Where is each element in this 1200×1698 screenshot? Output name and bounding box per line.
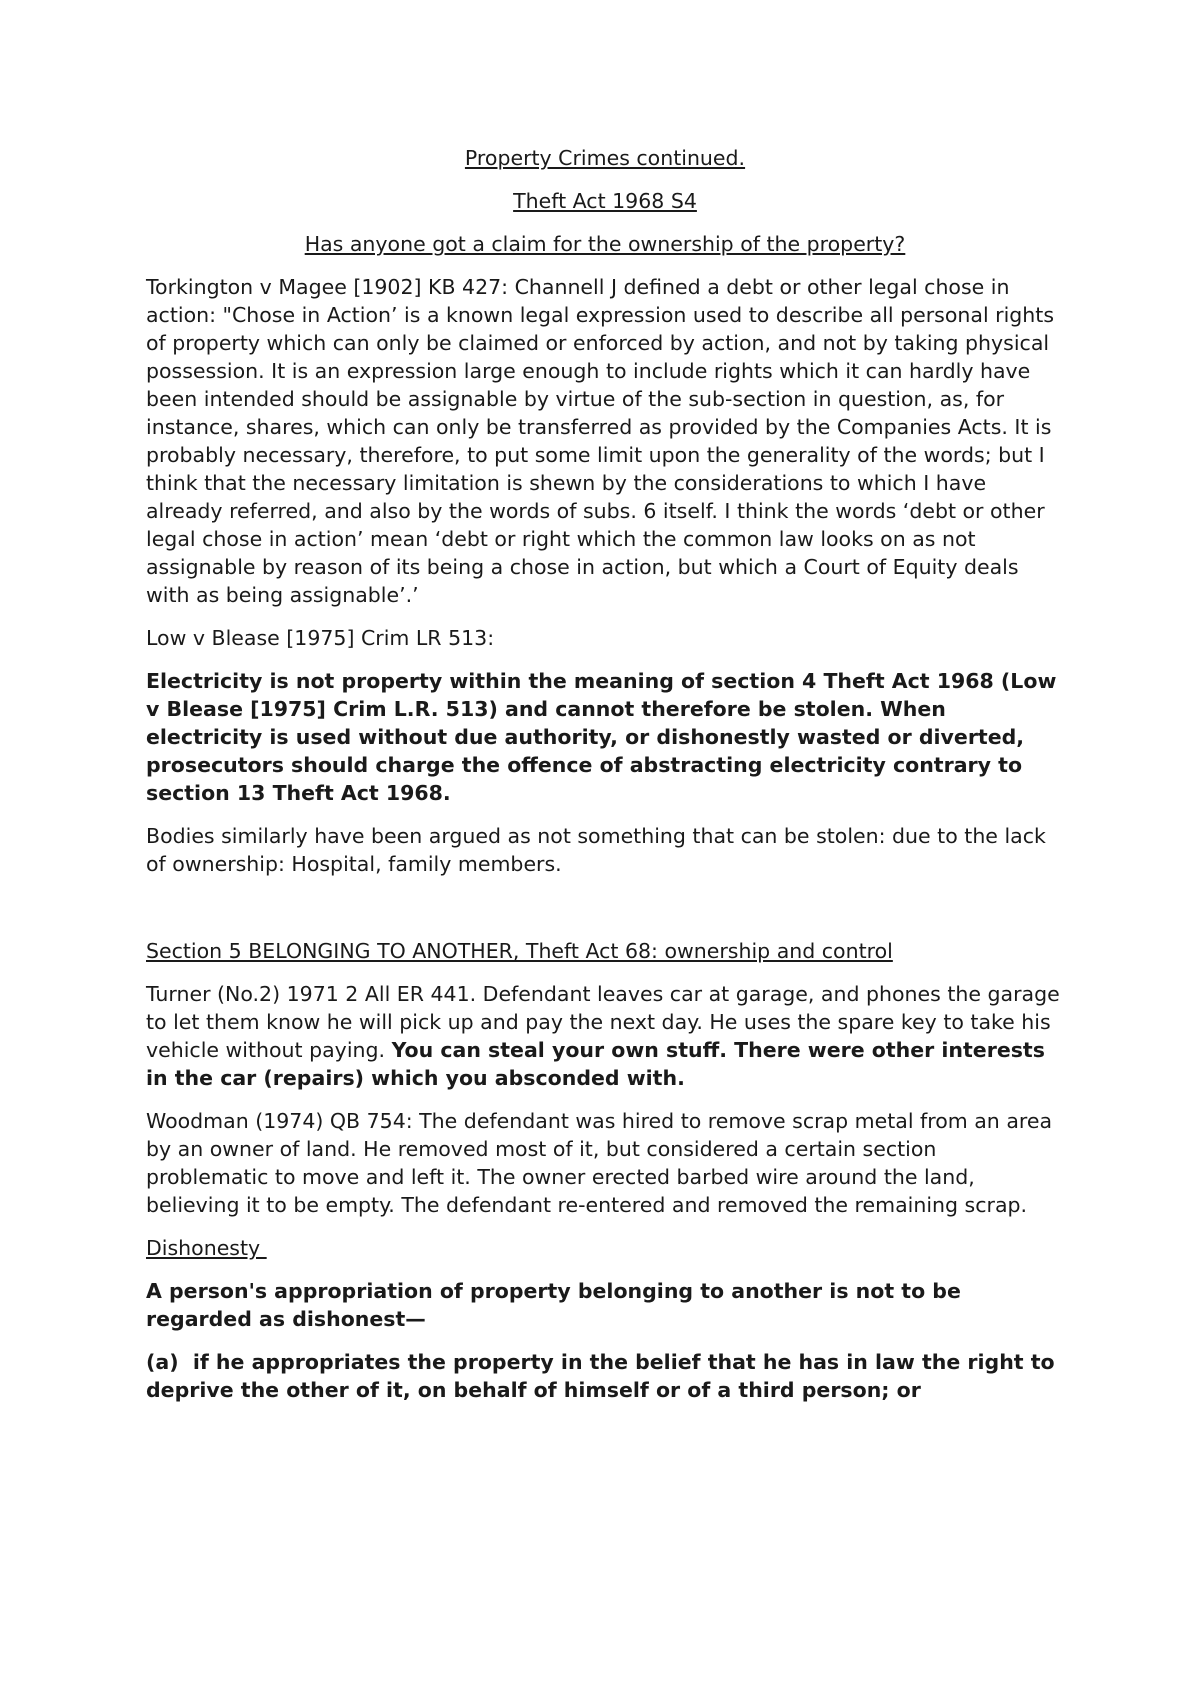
turner-paragraph: [146, 980, 1064, 1092]
torkington-paragraph: Torkington v Magee [1902] KB 427: Channell J defined a debt or other legal chose in action: "Chose in Action’ is a known legal expression used to describe all personal rights of property which can only be claimed or enforced by action, and not by taking physical possession. It is an expression large enough to include rights which it can hardly have been intended should be assignable by virtue of the sub-section in question, as, for instance, shares, which can only be transferred as provided by the Companies Acts. It is probably necessary, therefore, to put some limit upon the generality of the words; but I think that the necessary limitation is shewn by the considerations to which I have already referred, and also by the words of subs. 6 itself. I think the words ‘debt or other legal chose in action’ mean ‘debt or right which the common law looks on as not assignable by reason of its being a chose in action, but which a Court of Equity deals with as being assignable’.’: [146, 275, 1055, 607]
ownership-question: Has anyone got a claim for the ownership of the property?: [304, 232, 906, 256]
section-5-heading: Section 5 BELONGING TO ANOTHER, Theft Act 68: ownership and control: [146, 939, 893, 963]
low-v-blease-holding: Electricity is not property within the meaning of section 4 Theft Act 1968 (Low v Blease [1975] Crim L.R. 513) and cannot therefore be stolen. When electricity is used without due authority, or dishonestly wasted or diverted, prosecutors should charge the offence of abstracting electricity contrary to section 13 Theft Act 1968.: [146, 669, 1057, 805]
dishonesty-heading: Dishonesty: [146, 1236, 267, 1260]
dishonesty-clause-a: (a) if he appropriates the property in the belief that he has in law the right to deprive the other of it, on behalf of himself or of a third person; or: [146, 1350, 1062, 1402]
turner-facts: Turner (No.2) 1971 2 All ER 441. Defendant leaves car at garage, and phones the garage to let them know he will pick up and pay the next day. He uses the spare key to take his vehicle without paying.: [146, 982, 1060, 1062]
bodies-paragraph: Bodies similarly have been argued as not something that can be stolen: due to the lack of ownership: Hospital, family members.: [146, 824, 1046, 876]
document-page: [146, 144, 1064, 1419]
woodman-paragraph: Woodman (1974) QB 754: The defendant was hired to remove scrap metal from an area by an owner of land. He removed most of it, but considered a certain section problematic to move and left it. The owner erected barbed wire around the land, believing it to be empty. The defendant re-entered and removed the remaining scrap.: [146, 1109, 1053, 1217]
low-v-blease-citation: Low v Blease [1975] Crim LR 513:: [146, 626, 495, 650]
turner-holding: You can steal your own stuff. There were other interests in the car (repairs) which you absconded with.: [146, 1038, 1045, 1090]
spacer: [146, 893, 1064, 937]
page-subtitle: Theft Act 1968 S4: [513, 189, 697, 213]
page-title: Property Crimes continued.: [464, 146, 746, 170]
dishonesty-intro: A person's appropriation of property belonging to another is not to be regarded as dishonest—: [146, 1279, 961, 1331]
